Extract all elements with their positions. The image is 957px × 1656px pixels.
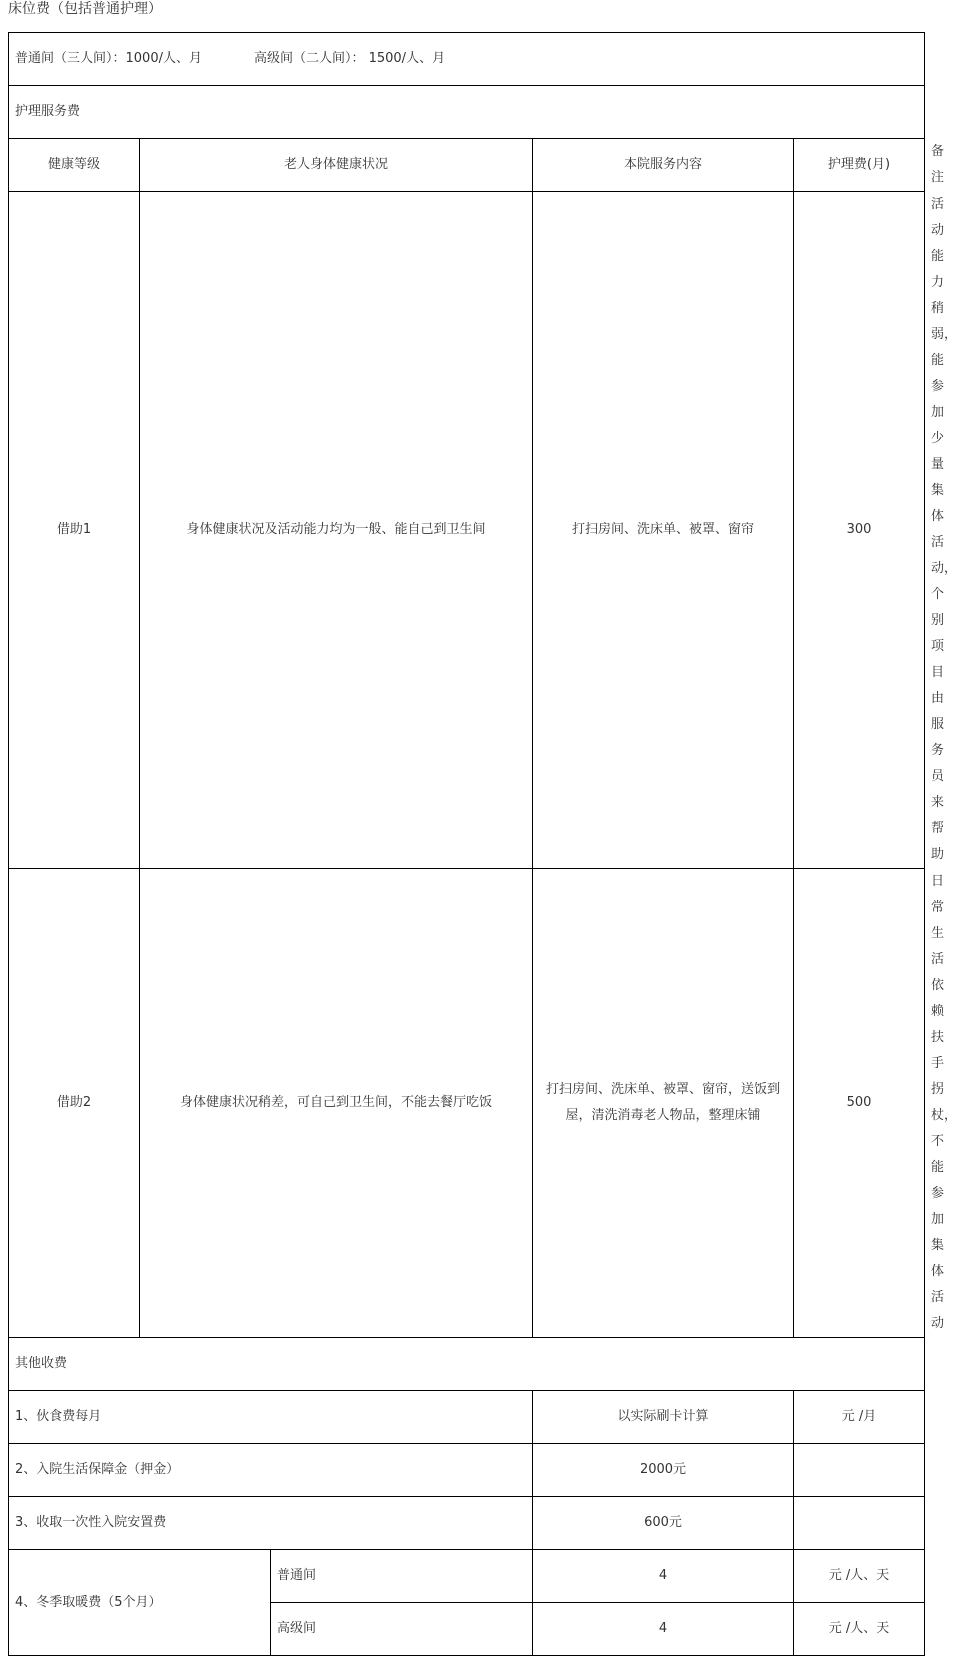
care-service: 打扫房间、洗床单、被罩、窗帘 [533, 192, 794, 869]
other-item-unit [794, 1497, 925, 1550]
table-row: 借助2 身体健康状况稍差，可自己到卫生间，不能去餐厅吃饭 打扫房间、洗床单、被罩、窗帘，送饭到屋，清洗消毒老人物品，整理床铺 500 日常生活依赖扶手拐杖，不能参加集体活动 [9, 869, 925, 1338]
table-row [9, 1391, 925, 1444]
header-condition: 老人身体健康状况 [140, 139, 533, 192]
care-level: 借助2 [9, 869, 140, 1338]
care-condition: 身体健康状况稍差，可自己到卫生间，不能去餐厅吃饭 [140, 869, 533, 1338]
heating-value: 4 [533, 1603, 794, 1656]
heating-unit: 元 /人、天 [794, 1550, 925, 1603]
other-item-value: 600元 [533, 1497, 794, 1550]
other-item-value: 2000元 [533, 1444, 794, 1497]
care-condition: 身体健康状况及活动能力均为一般、能自己到卫生间 [140, 192, 533, 869]
table-row: 借助1 身体健康状况及活动能力均为一般、能自己到卫生间 打扫房间、洗床单、被罩、窗帘 300 活动能力稍弱，能参加少量集体活动，个别项目由服务员来帮助 [9, 192, 925, 869]
bed-fee-row [9, 33, 925, 86]
page-title: 床位费（包括普通护理） [8, 1, 162, 17]
other-item-unit [794, 1444, 925, 1497]
table-row [9, 1444, 925, 1497]
care-fee: 500 [794, 869, 925, 1338]
other-item-unit: 元 /月 [794, 1391, 925, 1444]
bed-advanced-rate: 高级间（二人间）： 1500/人、月 [253, 51, 446, 66]
table-row [9, 1497, 925, 1550]
other-item-value: 以实际刷卡计算 [533, 1391, 794, 1444]
heating-label: 4、冬季取暖费（5个月） [9, 1550, 271, 1656]
header-fee: 护理费(月) [794, 139, 925, 192]
other-item-label: 3、收取一次性入院安置费 [9, 1497, 533, 1550]
heating-room: 普通间 [271, 1550, 533, 1603]
care-section-row [9, 86, 925, 139]
care-section-label: 护理服务费 [9, 86, 925, 139]
bed-normal-rate: 普通间（三人间）：1000/人、月 [15, 51, 202, 66]
care-header-row: 健康等级 老人身体健康状况 本院服务内容 护理费(月) 备 注 [9, 139, 925, 192]
header-service: 本院服务内容 [533, 139, 794, 192]
other-section-row [9, 1338, 925, 1391]
bed-fee-cell [9, 33, 925, 86]
care-level: 借助1 [9, 192, 140, 869]
other-section-label: 其他收费 [9, 1338, 925, 1391]
other-item-label: 2、入院生活保障金（押金） [9, 1444, 533, 1497]
header-health-level: 健康等级 [9, 139, 140, 192]
other-item-label: 1、伙食费每月 [9, 1391, 533, 1444]
heating-unit: 元 /人、天 [794, 1603, 925, 1656]
heating-room: 高级间 [271, 1603, 533, 1656]
care-service: 打扫房间、洗床单、被罩、窗帘，送饭到屋，清洗消毒老人物品，整理床铺 [533, 869, 794, 1338]
care-fee: 300 [794, 192, 925, 869]
table-row [9, 1550, 925, 1603]
heating-value: 4 [533, 1550, 794, 1603]
fee-table [8, 32, 957, 1656]
